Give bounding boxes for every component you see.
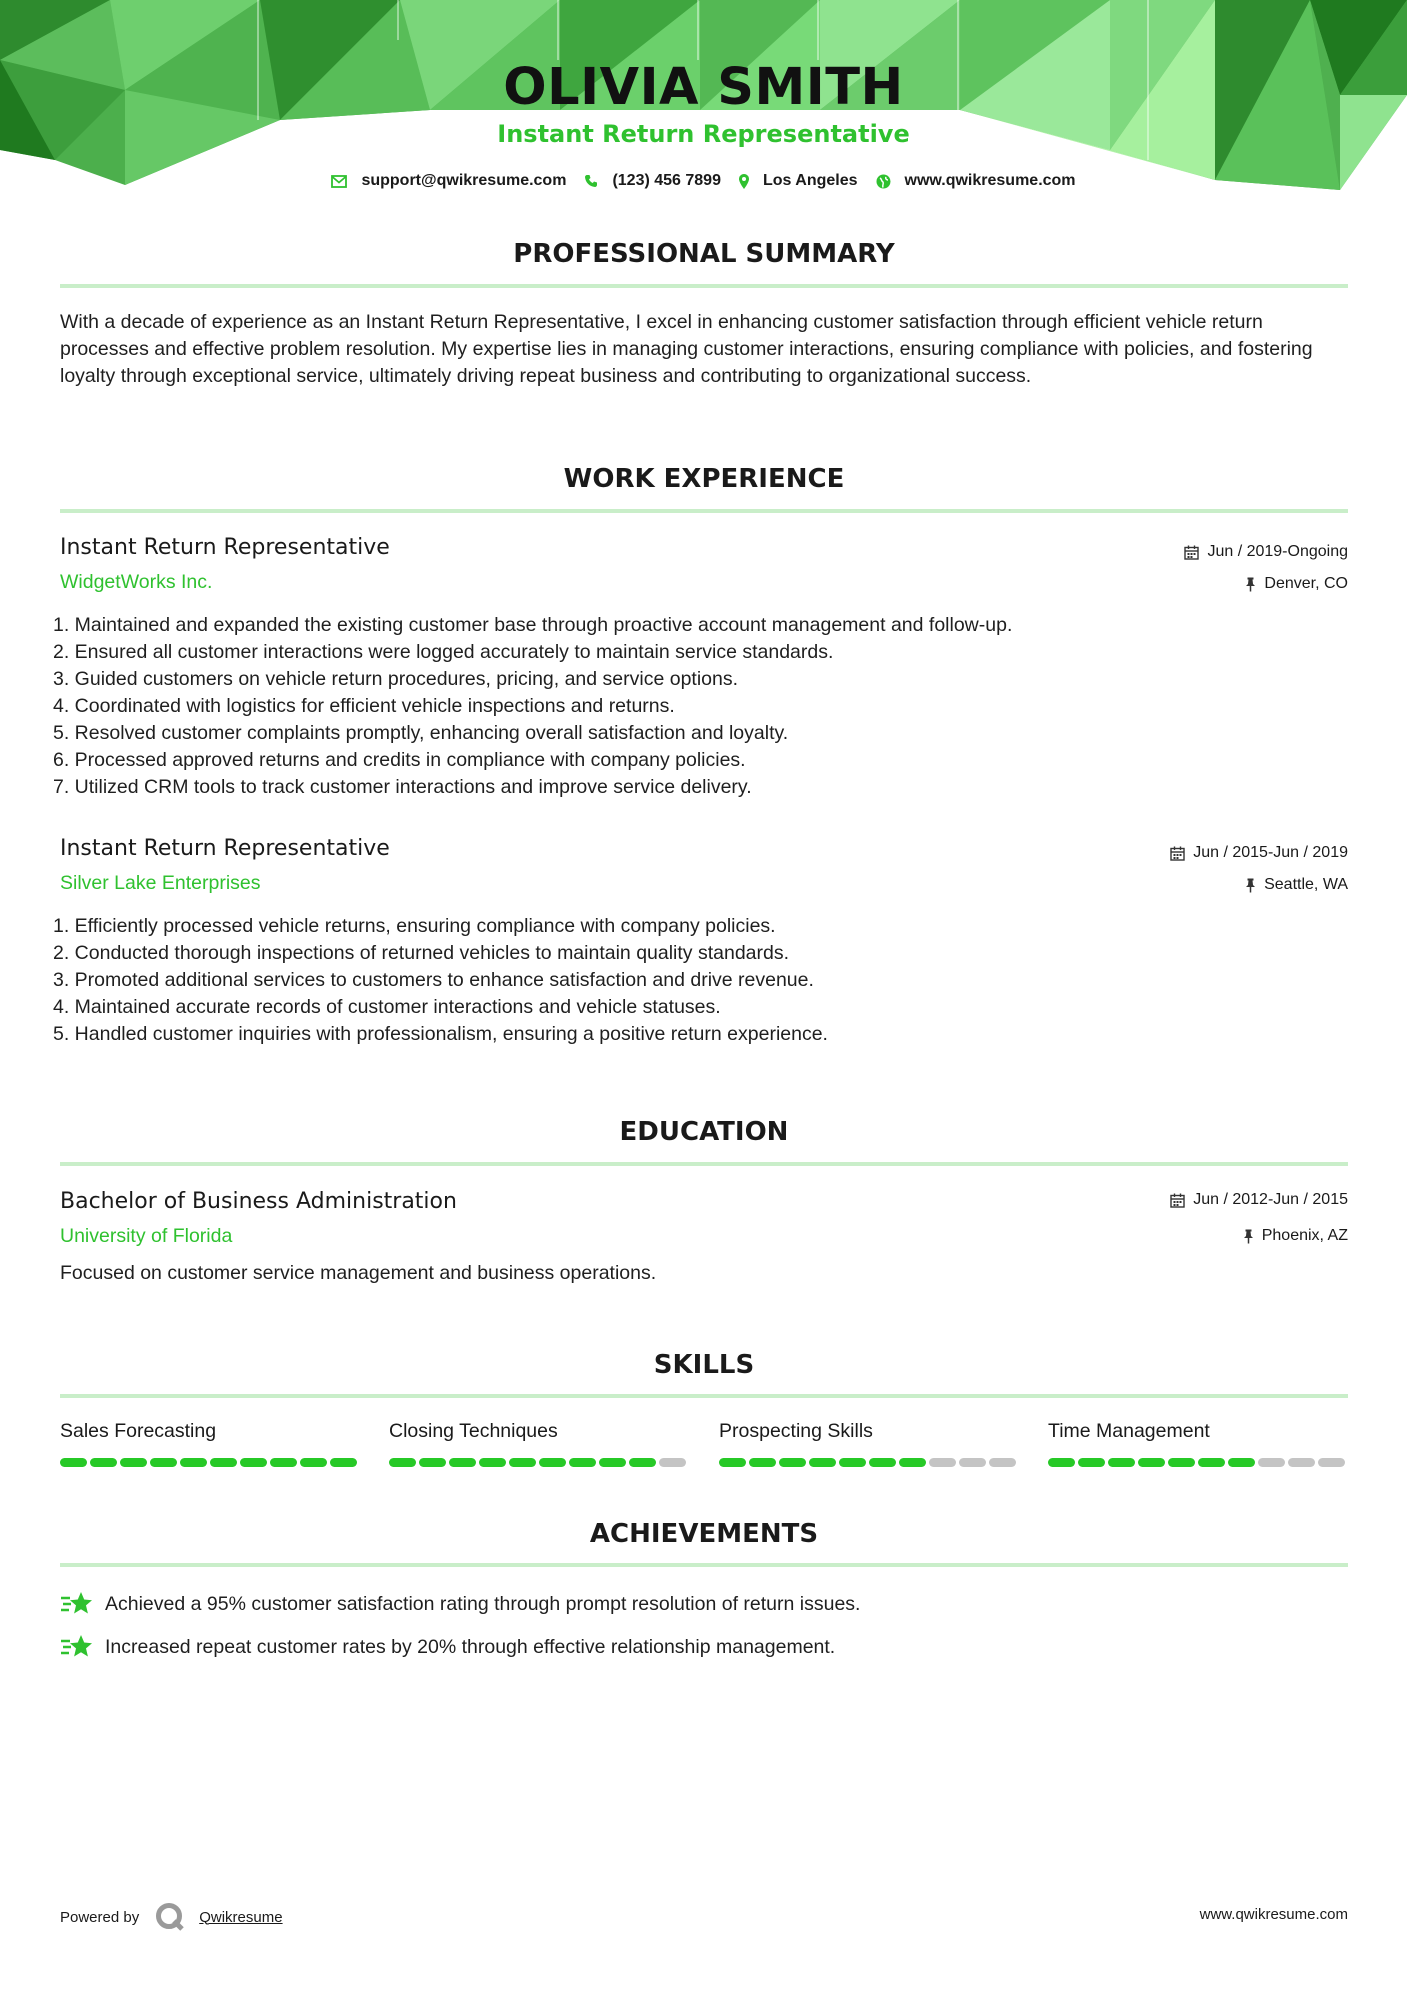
skill-segment-filled [1198, 1458, 1225, 1467]
skill-name: Sales Forecasting [60, 1420, 217, 1442]
skill-name: Time Management [1048, 1420, 1210, 1442]
qwikresume-logo-icon [155, 1902, 185, 1932]
skill-segment-filled [599, 1458, 626, 1467]
section-divider [60, 1563, 1348, 1567]
list-item: 7. Utilized CRM tools to track customer interactions and improve service delivery. [53, 776, 752, 798]
shooting-star-icon [60, 1633, 93, 1661]
section-divider [60, 1394, 1348, 1398]
calendar-icon [1170, 846, 1185, 861]
skill-segment-filled [120, 1458, 147, 1467]
job-entry [53, 836, 1348, 1056]
skill-segment-filled [240, 1458, 267, 1467]
candidate-title: Instant Return Representative [497, 120, 910, 148]
skill-item [719, 1420, 1019, 1443]
duty-list [53, 913, 828, 1048]
skill-segment-filled [1078, 1458, 1105, 1467]
contact-location: Los Angeles [739, 172, 858, 190]
phone-icon [584, 174, 598, 188]
skill-segment-filled [389, 1458, 416, 1467]
contact-bar [0, 172, 1407, 190]
list-item: 5. Resolved customer complaints promptly, enhancing overall satisfaction and loyalty. [53, 722, 789, 744]
education-heading: EDUCATION [619, 1117, 789, 1147]
achievement-item: Increased repeat customer rates by 20% through effective relationship management. [60, 1633, 835, 1661]
school-name: University of Florida [60, 1225, 233, 1247]
candidate-name: OLIVIA SMITH [503, 58, 904, 117]
section-divider [60, 284, 1348, 288]
company-name: WidgetWorks Inc. [60, 571, 213, 593]
skill-item [1048, 1420, 1348, 1443]
skill-name: Prospecting Skills [719, 1420, 873, 1442]
footer-powered-by: Powered by Qwikresume [60, 1902, 283, 1932]
shooting-star-icon [60, 1590, 93, 1618]
achievement-item: Achieved a 95% customer satisfaction rating through prompt resolution of return issues. [60, 1590, 860, 1618]
skill-segment-filled [809, 1458, 836, 1467]
company-name: Silver Lake Enterprises [60, 872, 261, 894]
skill-level-bar [719, 1458, 1019, 1467]
map-pin-icon [739, 174, 749, 189]
skill-level-bar [1048, 1458, 1348, 1467]
list-item: 6. Processed approved returns and credits in compliance with company policies. [53, 749, 746, 771]
job-location: Denver, CO [1245, 575, 1348, 593]
skill-segment-empty [929, 1458, 956, 1467]
skill-item [60, 1420, 360, 1443]
job-entry [53, 535, 1348, 805]
contact-email[interactable]: support@qwikresume.com [331, 172, 566, 190]
skill-segment-filled [509, 1458, 536, 1467]
summary-text: With a decade of experience as an Instant Return Representative, I excel in enhancing customer satisfaction through efficient vehicle return processes and effective problem resolution. My expertise lies in managing customer interactions, ensuring compliance with policies, and fostering loyalty through exceptional service, ultimately driving repeat business and contributing to organizational success. [60, 311, 1313, 387]
list-item: 2. Ensured all customer interactions were logged accurately to maintain service standards. [53, 641, 834, 663]
skill-segment-filled [60, 1458, 87, 1467]
skill-segment-filled [1138, 1458, 1165, 1467]
calendar-icon [1184, 545, 1199, 560]
skill-segment-filled [749, 1458, 776, 1467]
contact-website[interactable]: www.qwikresume.com [876, 172, 1076, 190]
contact-phone[interactable]: (123) 456 7899 [584, 172, 721, 190]
skill-segment-filled [330, 1458, 357, 1467]
list-item: 5. Handled customer inquiries with professionalism, ensuring a positive return experience. [53, 1023, 828, 1045]
calendar-icon [1170, 1193, 1185, 1208]
list-item: 3. Guided customers on vehicle return procedures, pricing, and service options. [53, 668, 739, 690]
globe-icon [876, 174, 891, 189]
skill-segment-filled [719, 1458, 746, 1467]
skill-segment-empty [959, 1458, 986, 1467]
education-dates: Jun / 2012-Jun / 2015 [1170, 1191, 1348, 1209]
skill-segment-filled [629, 1458, 656, 1467]
skill-segment-empty [1318, 1458, 1345, 1467]
list-item: 3. Promoted additional services to customers to enhance satisfaction and drive revenue. [53, 969, 814, 991]
job-title: Instant Return Representative [60, 836, 390, 861]
skill-segment-filled [1228, 1458, 1255, 1467]
skill-segment-filled [270, 1458, 297, 1467]
skill-segment-filled [150, 1458, 177, 1467]
job-title: Instant Return Representative [60, 535, 390, 560]
skill-level-bar [389, 1458, 689, 1467]
skill-segment-empty [989, 1458, 1016, 1467]
experience-heading: WORK EXPERIENCE [563, 464, 845, 494]
qwikresume-link[interactable]: Qwikresume [199, 1908, 283, 1926]
list-item: 4. Coordinated with logistics for efficient vehicle inspections and returns. [53, 695, 675, 717]
skill-name: Closing Techniques [389, 1420, 558, 1442]
pushpin-icon [1245, 577, 1256, 592]
degree-title: Bachelor of Business Administration [60, 1189, 457, 1214]
skills-heading: SKILLS [653, 1350, 755, 1380]
achievements-heading: ACHIEVEMENTS [589, 1519, 819, 1549]
skill-segment-empty [1288, 1458, 1315, 1467]
skill-segment-filled [479, 1458, 506, 1467]
skill-segment-filled [419, 1458, 446, 1467]
list-item: 1. Maintained and expanded the existing customer base through proactive account management and follow-up. [53, 614, 1013, 636]
pushpin-icon [1243, 1229, 1254, 1244]
skill-segment-filled [449, 1458, 476, 1467]
skill-segment-empty [1258, 1458, 1285, 1467]
skill-segment-filled [839, 1458, 866, 1467]
skill-level-bar [60, 1458, 360, 1467]
education-description: Focused on customer service management and business operations. [60, 1262, 657, 1284]
pushpin-icon [1245, 878, 1256, 893]
envelope-icon [331, 175, 347, 188]
list-item: 4. Maintained accurate records of customer interactions and vehicle statuses. [53, 996, 721, 1018]
section-divider [60, 1162, 1348, 1166]
skill-segment-empty [659, 1458, 686, 1467]
education-entry [60, 1189, 1348, 1259]
summary-heading: PROFESSIONAL SUMMARY [513, 239, 895, 269]
skill-segment-filled [180, 1458, 207, 1467]
skill-segment-filled [1108, 1458, 1135, 1467]
section-divider [60, 509, 1348, 513]
skill-item [389, 1420, 689, 1443]
list-item: 1. Efficiently processed vehicle returns, ensuring compliance with company policies. [53, 915, 776, 937]
education-location: Phoenix, AZ [1243, 1227, 1348, 1245]
skill-segment-filled [210, 1458, 237, 1467]
footer-website-link[interactable]: www.qwikresume.com [1199, 1906, 1348, 1923]
skill-segment-filled [1048, 1458, 1075, 1467]
list-item: 2. Conducted thorough inspections of returned vehicles to maintain quality standards. [53, 942, 790, 964]
skill-segment-filled [539, 1458, 566, 1467]
job-location: Seattle, WA [1245, 876, 1348, 894]
job-dates: Jun / 2015-Jun / 2019 [1170, 844, 1348, 862]
skill-segment-filled [300, 1458, 327, 1467]
skill-segment-filled [569, 1458, 596, 1467]
skill-segment-filled [779, 1458, 806, 1467]
duty-list [53, 612, 1012, 801]
skill-segment-filled [90, 1458, 117, 1467]
skill-segment-filled [899, 1458, 926, 1467]
skill-segment-filled [1168, 1458, 1195, 1467]
job-dates: Jun / 2019-Ongoing [1184, 543, 1348, 561]
skill-segment-filled [869, 1458, 896, 1467]
